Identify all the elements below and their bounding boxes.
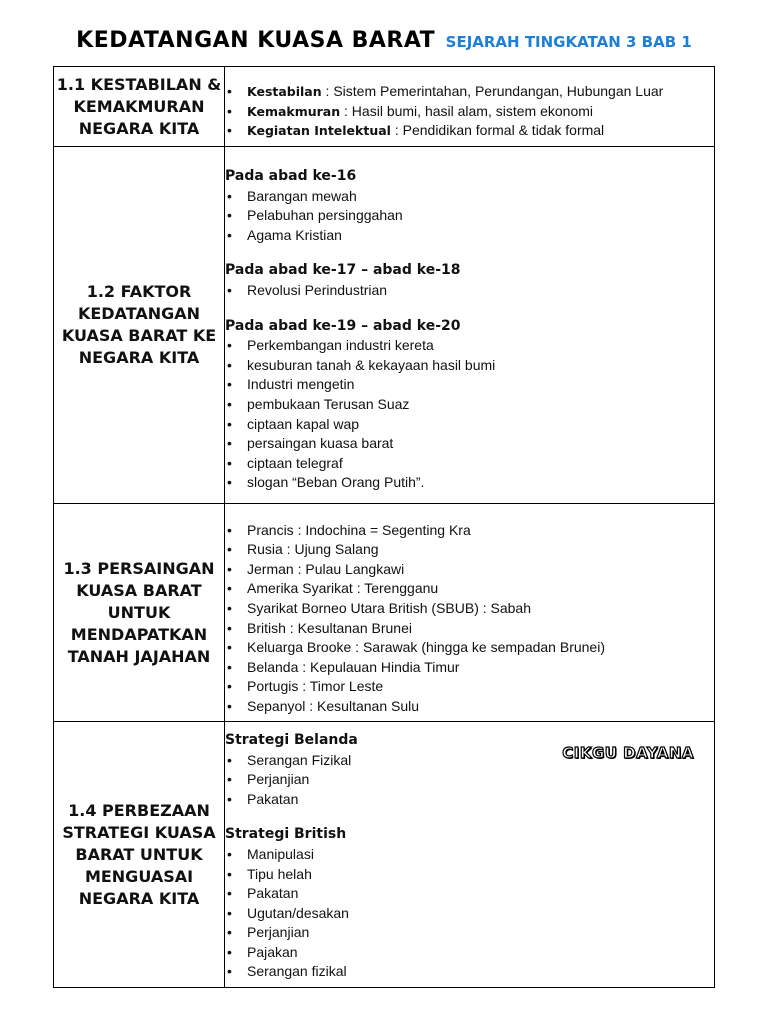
- list-item: • Pakatan: [225, 884, 714, 904]
- section-heading: Pada abad ke-19 – abad ke-20: [225, 317, 461, 334]
- content-cell: [225, 504, 715, 722]
- table-row: [54, 67, 715, 147]
- bullet-list: [225, 336, 714, 493]
- list-item: • Serangan fizikal: [225, 962, 714, 982]
- notes-table: [53, 66, 715, 988]
- list-item: • Ugutan/desakan: [225, 904, 714, 924]
- topic-cell: 1.2 FAKTOR KEDATANGAN KUASA BARAT KE NEGARA KITA: [54, 147, 225, 504]
- content-cell: [225, 147, 715, 504]
- item-text: : Hasil bumi, hasil alam, sistem ekonomi: [340, 102, 594, 119]
- content-cell: [225, 67, 715, 147]
- author-stamp: CIKGU DAYANA: [562, 744, 694, 762]
- list-item: • Amerika Syarikat : Terengganu: [225, 579, 714, 599]
- list-item: [225, 82, 714, 102]
- topic-cell: 1.4 PERBEZAAN STRATEGI KUASA BARAT UNTUK MENGUASAI NEGARA KITA: [54, 722, 225, 988]
- content-cell: [225, 722, 715, 988]
- list-item: [225, 121, 714, 141]
- list-item: • Rusia : Ujung Salang: [225, 540, 714, 560]
- page-subtitle: SEJARAH TINGKATAN 3 BAB 1: [445, 33, 692, 51]
- list-item: • pembukaan Terusan Suaz: [225, 395, 714, 415]
- list-item: • Perkembangan industri kereta: [225, 336, 714, 356]
- keyword: Kegiatan Intelektual: [247, 123, 391, 139]
- list-item: [225, 102, 714, 122]
- list-item: • Industri mengetin: [225, 375, 714, 395]
- list-item: • persaingan kuasa barat: [225, 434, 714, 454]
- list-item: • Belanda : Kepulauan Hindia Timur: [225, 658, 714, 678]
- section-heading: Strategi Belanda: [225, 731, 358, 748]
- list-item: • Perjanjian: [225, 923, 714, 943]
- page-title: KEDATANGAN KUASA BARAT: [76, 28, 436, 53]
- section-heading: Pada abad ke-17 – abad ke-18: [225, 262, 461, 279]
- list-item: • ciptaan telegraf: [225, 454, 714, 474]
- list-item: • slogan “Beban Orang Putih”.: [225, 473, 714, 493]
- list-item: • Sepanyol : Kesultanan Sulu: [225, 697, 714, 717]
- list-item: • Revolusi Perindustrian: [225, 281, 714, 301]
- item-text: : Pendidikan formal & tidak formal: [390, 122, 605, 139]
- list-item: • kesuburan tanah & kekayaan hasil bumi: [225, 356, 714, 376]
- list-item: • Keluarga Brooke : Sarawak (hingga ke sempadan Brunei): [225, 638, 714, 658]
- table-row: [54, 504, 715, 722]
- topic-cell: 1.3 PERSAINGAN KUASA BARAT UNTUK MENDAPATKAN TANAH JAJAHAN: [54, 504, 225, 722]
- list-item: • Pajakan: [225, 943, 714, 963]
- keyword: Kestabilan: [247, 84, 322, 100]
- bullet-list: [225, 82, 714, 141]
- bullet-list: [225, 521, 714, 717]
- section-heading: Strategi British: [225, 826, 347, 843]
- table-row: [54, 722, 715, 988]
- list-item: • Agama Kristian: [225, 226, 714, 246]
- list-item: • Prancis : Indochina = Segenting Kra: [225, 521, 714, 541]
- section-heading: Pada abad ke-16: [225, 168, 357, 185]
- bullet-list: [225, 845, 714, 982]
- list-item: • Pakatan: [225, 790, 714, 810]
- bullet-list: [225, 187, 714, 246]
- list-item: • Pelabuhan persinggahan: [225, 206, 714, 226]
- keyword: Kemakmuran: [247, 103, 341, 119]
- list-item: • Manipulasi: [225, 845, 714, 865]
- list-item: • Perjanjian: [225, 770, 714, 790]
- list-item: • Tipu helah: [225, 865, 714, 885]
- bullet-list: [225, 751, 714, 810]
- list-item: • ciptaan kapal wap: [225, 415, 714, 435]
- list-item: • Syarikat Borneo Utara British (SBUB) : Sabah: [225, 599, 714, 619]
- list-item: • Serangan Fizikal: [225, 751, 714, 771]
- list-item: • Jerman : Pulau Langkawi: [225, 560, 714, 580]
- item-text: : Sistem Pemerintahan, Perundangan, Hubungan Luar: [321, 83, 664, 100]
- list-item: • Barangan mewah: [225, 187, 714, 207]
- bullet-list: [225, 281, 714, 301]
- page-header: [0, 28, 768, 53]
- list-item: • Portugis : Timor Leste: [225, 677, 714, 697]
- topic-cell: 1.1 KESTABILAN & KEMAKMURAN NEGARA KITA: [54, 67, 225, 147]
- list-item: • British : Kesultanan Brunei: [225, 619, 714, 639]
- table-row: [54, 147, 715, 504]
